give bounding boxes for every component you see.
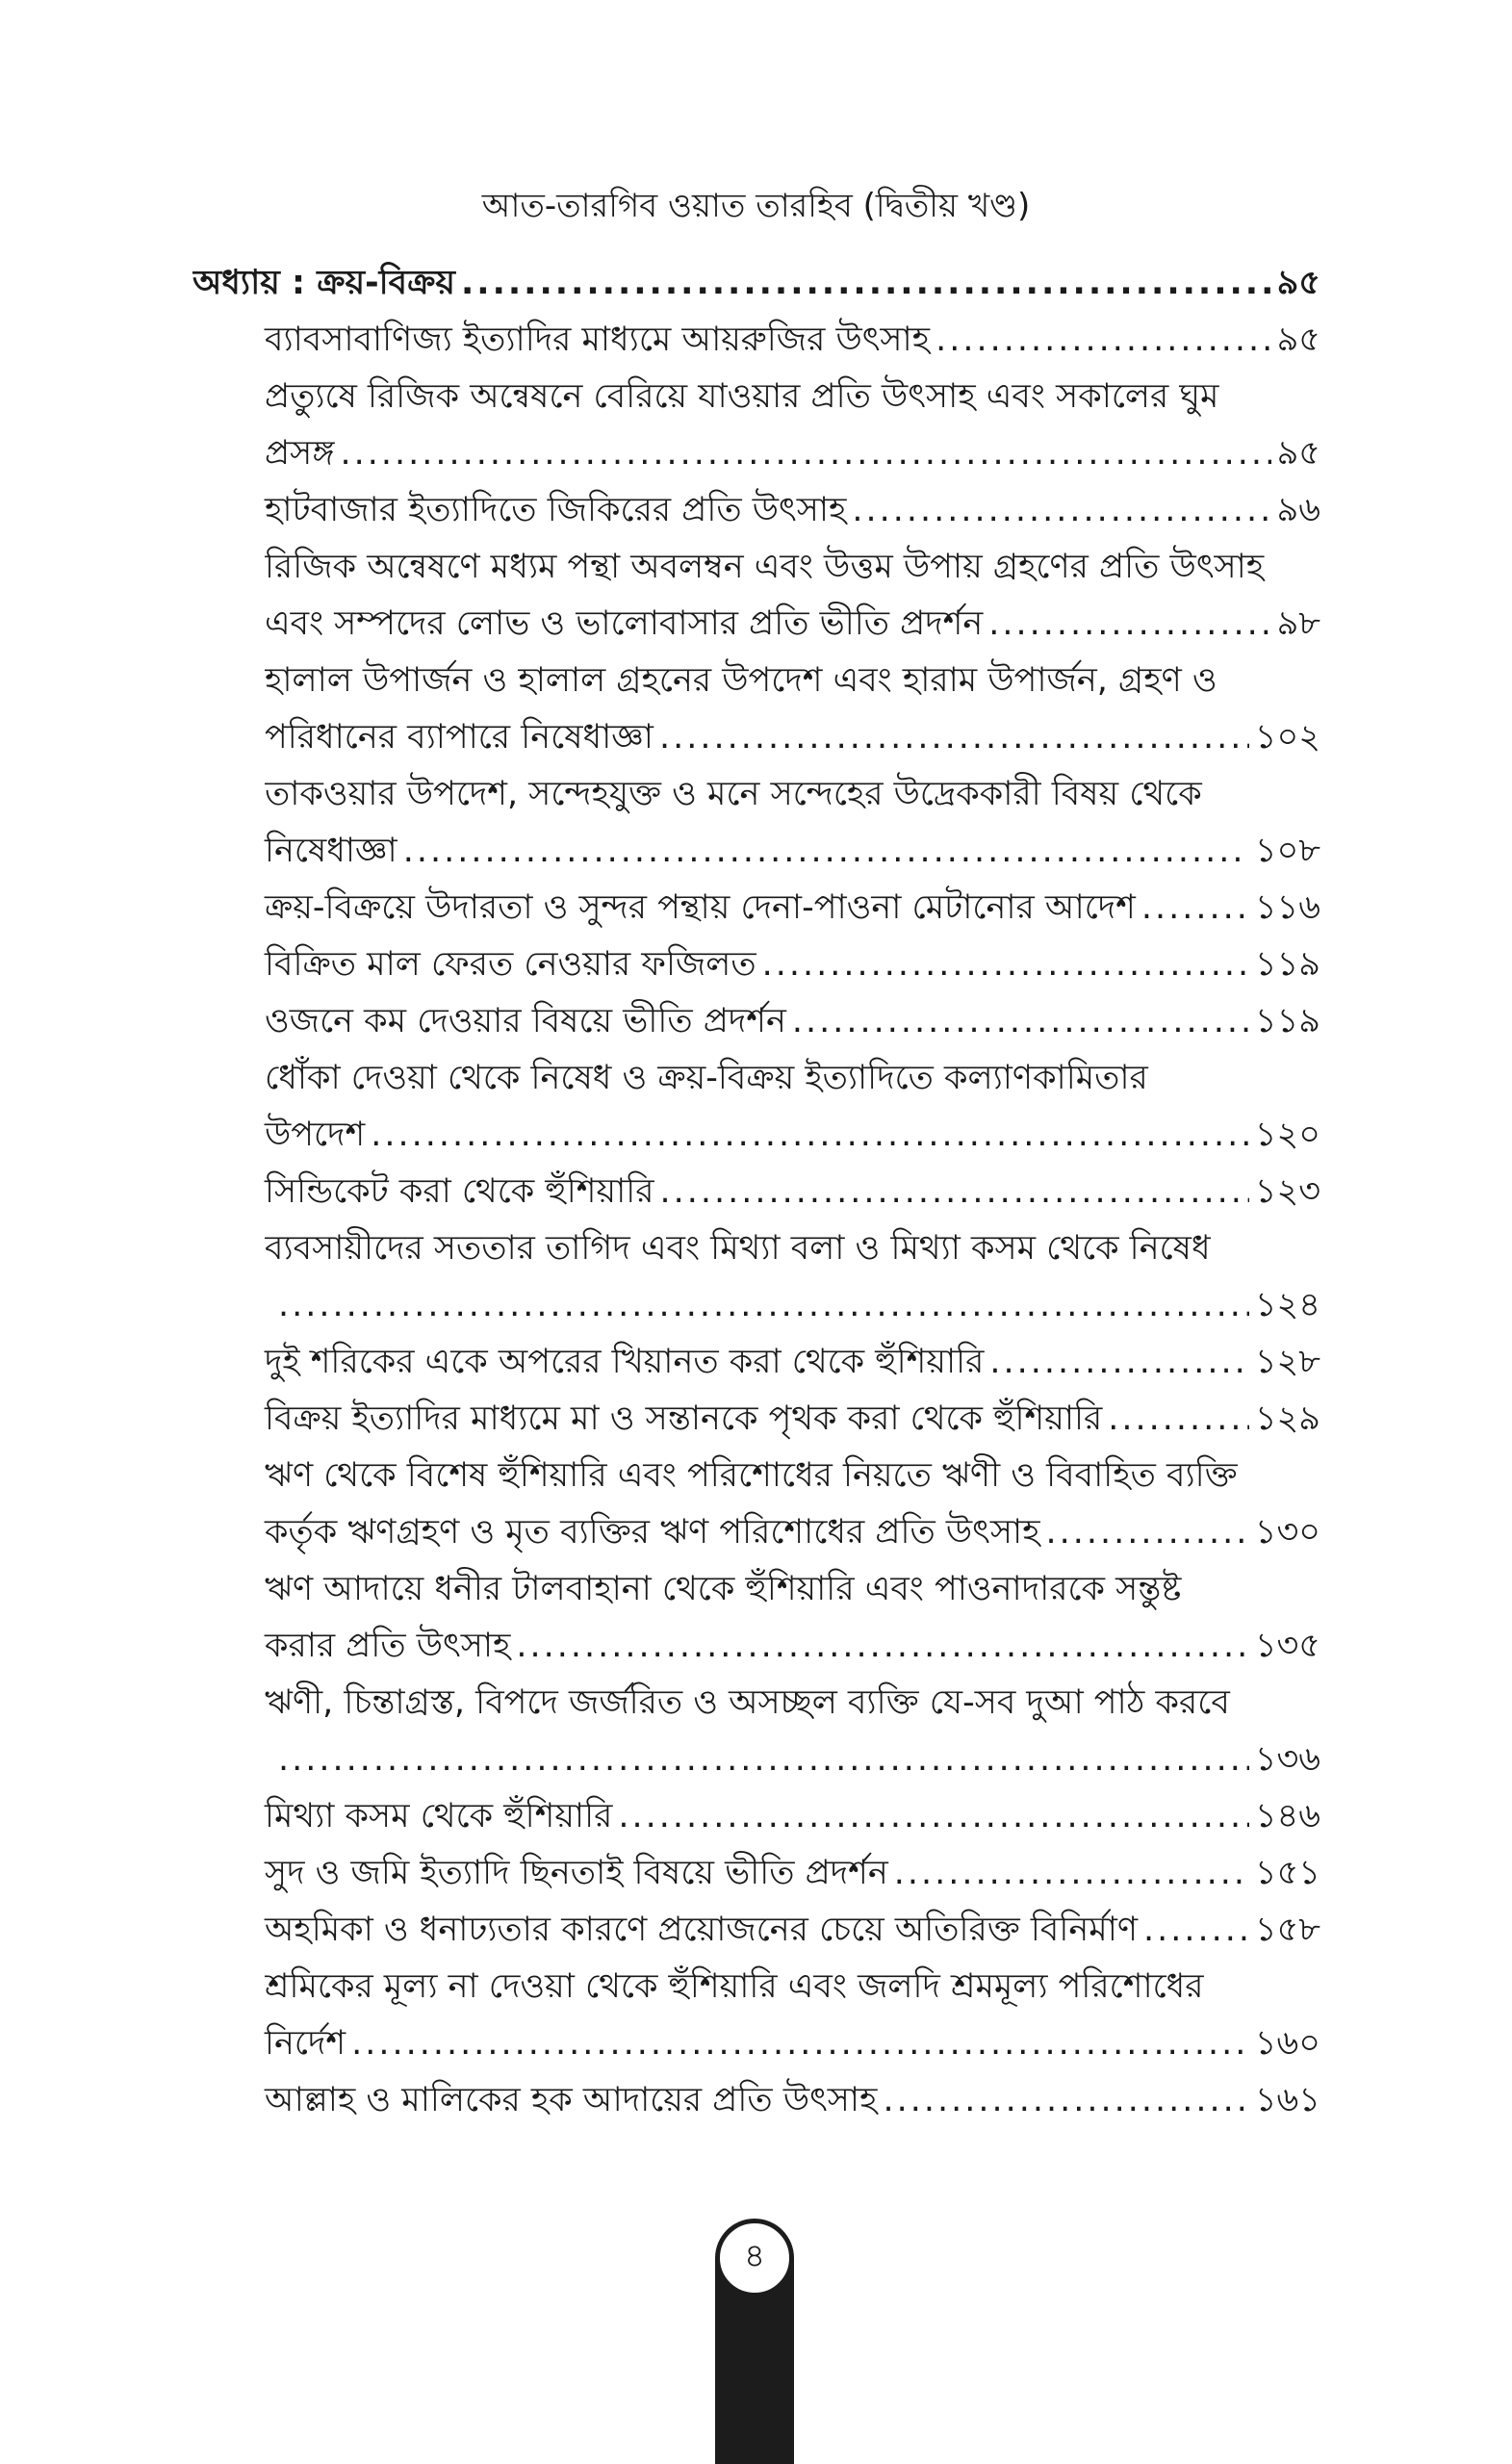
toc-entry <box>192 2015 1320 2072</box>
toc-entry-title: এবং সম্পদের লোভ ও ভালোবাসার প্রতি ভীতি প্রদর্শন <box>265 604 984 643</box>
toc-entry-title: শ্রমিকের মূল্য না দেওয়া থেকে হুঁশিয়ারি এবং জলদি শ্রমমূল্য পরিশোধের <box>265 1967 1204 2006</box>
toc-entry-title: মিথ্যা কসম থেকে হুঁশিয়ারি <box>265 1797 613 1835</box>
dot-leader <box>1045 1504 1248 1561</box>
dot-leader <box>852 482 1270 539</box>
table-of-contents <box>192 255 1320 2129</box>
toc-entry <box>192 1504 1320 1561</box>
toc-entry-continued <box>192 539 1320 596</box>
toc-entry-title: আল্লাহ ও মালিকের হক আদায়ের প্রতি উৎসাহ <box>265 2081 878 2119</box>
toc-entry-title: ঋণ থেকে বিশেষ হুঁশিয়ারি এবং পরিশোধের নিয়তে ঋণী ও বিবাহিত ব্যক্তি <box>265 1456 1238 1495</box>
dot-leader <box>659 709 1249 766</box>
toc-entry-page: ১৬০ <box>1254 2024 1320 2063</box>
toc-entry <box>192 880 1320 937</box>
dot-leader <box>351 2015 1249 2072</box>
toc-entry <box>192 1902 1320 1959</box>
toc-entry-title: ব্যাবসাবাণিজ্য ইত্যাদির মাধ্যমে আয়রুজির উৎসাহ <box>265 321 931 359</box>
toc-entry-continued <box>192 1220 1320 1277</box>
toc-entry <box>192 1618 1320 1675</box>
toc-entry <box>192 823 1320 880</box>
toc-entry-page: ৯৫ <box>1276 321 1320 359</box>
dot-leader <box>278 1277 1249 1334</box>
toc-entry <box>192 1277 1320 1334</box>
toc-entry-page: ১২৮ <box>1254 1343 1320 1381</box>
running-header: আত-তারগিব ওয়াত তারহিব (দ্বিতীয় খণ্ড) <box>481 187 1031 225</box>
dot-leader <box>1143 1902 1249 1959</box>
toc-entry-title: তাকওয়ার উপদেশ, সন্দেহযুক্ত ও মনে সন্দেহের উদ্রেককারী বিষয় থেকে <box>265 775 1202 813</box>
toc-entry <box>192 1732 1320 1788</box>
toc-entry-page: ১৫১ <box>1254 1854 1320 1892</box>
toc-entry-title: নিষেধাজ্ঞা <box>265 832 397 870</box>
toc-entry-page: ১২৯ <box>1254 1399 1320 1438</box>
toc-chapter-heading <box>192 255 1320 312</box>
dot-leader <box>403 823 1249 880</box>
dot-leader <box>516 1618 1248 1675</box>
toc-entry-title: হাটবাজার ইত্যাদিতে জিকিরের প্রতি উৎসাহ <box>265 491 847 529</box>
toc-entry-title: প্রসঙ্গ <box>265 434 335 473</box>
chapter-title: অধ্যায় : ক্রয়-বিক্রয় <box>192 264 455 302</box>
dot-leader <box>792 993 1249 1050</box>
toc-entry-title: সিন্ডিকেট করা থেকে হুঁশিয়ারি <box>265 1172 654 1211</box>
toc-entry-continued <box>192 1959 1320 2015</box>
toc-entry <box>192 1334 1320 1391</box>
toc-entry-page: ১৩০ <box>1254 1513 1320 1552</box>
toc-entry-title: করার প্রতি উৎসাহ <box>265 1627 511 1665</box>
toc-entry-page: ১৫৮ <box>1254 1911 1320 1949</box>
toc-entry <box>192 1788 1320 1845</box>
toc-entry-title: ঋণ আদায়ে ধনীর টালবাহানা থেকে হুঁশিয়ারি এবং পাওনাদারকে সন্তুষ্ট <box>265 1570 1182 1608</box>
toc-entry-continued <box>192 653 1320 709</box>
toc-entry <box>192 709 1320 766</box>
dot-leader <box>618 1788 1248 1845</box>
toc-entry-page: ১১৯ <box>1254 945 1320 984</box>
toc-entry <box>192 596 1320 653</box>
toc-entry-page: ১৩৬ <box>1254 1740 1320 1779</box>
dot-leader <box>883 2072 1248 2129</box>
dot-leader <box>762 937 1249 993</box>
toc-entry-page: ১১৬ <box>1254 888 1320 927</box>
toc-entry-continued <box>192 1561 1320 1618</box>
dot-leader <box>989 1334 1248 1391</box>
toc-entry-page: ১৪৬ <box>1254 1797 1320 1835</box>
toc-entry-continued <box>192 1448 1320 1504</box>
toc-entry-title: উপদেশ <box>265 1116 366 1154</box>
toc-entry-title: দুই শরিকের একে অপরের খিয়ানত করা থেকে হুঁশিয়ারি <box>265 1343 985 1381</box>
toc-entry-page: ১৩৫ <box>1254 1627 1320 1665</box>
toc-entry-page: ৯৮ <box>1276 604 1320 643</box>
toc-entry-title: অহমিকা ও ধনাঢ্যতার কারণে প্রয়োজনের চেয়ে অতিরিক্ত বিনির্মাণ <box>265 1911 1139 1949</box>
toc-entry-continued <box>192 1675 1320 1732</box>
toc-entry <box>192 937 1320 993</box>
dot-leader <box>278 1732 1249 1788</box>
toc-entry-page: ১০৮ <box>1254 832 1320 870</box>
dot-leader <box>935 312 1270 369</box>
toc-entry-title: বিক্রিত মাল ফেরত নেওয়ার ফজিলত <box>265 945 756 984</box>
toc-entry-page: ১০২ <box>1254 718 1320 757</box>
toc-entry <box>192 1845 1320 1902</box>
toc-entry <box>192 1164 1320 1220</box>
toc-entry-title: কর্তৃক ঋণগ্রহণ ও মৃত ব্যক্তির ঋণ পরিশোধের প্রতি উৎসাহ <box>265 1513 1040 1552</box>
toc-entry-continued <box>192 1050 1320 1107</box>
toc-entry-title: ওজনে কম দেওয়ার বিষয়ে ভীতি প্রদর্শন <box>265 1002 786 1040</box>
toc-entry <box>192 312 1320 369</box>
toc-entry-page: ৯৬ <box>1276 491 1320 529</box>
dot-leader <box>340 425 1270 482</box>
toc-entry-title: হালাল উপার্জন ও হালাল গ্রহনের উপদেশ এবং হারাম উপার্জন, গ্রহণ ও <box>265 661 1217 700</box>
chapter-page-number: ৯৫ <box>1276 264 1320 302</box>
dot-leader <box>371 1107 1249 1164</box>
toc-entry-continued <box>192 369 1320 425</box>
toc-entry-page: ১৬১ <box>1254 2081 1320 2119</box>
dot-leader <box>1141 880 1249 937</box>
dot-leader <box>894 1845 1249 1902</box>
dot-leader <box>461 255 1271 312</box>
toc-entry <box>192 993 1320 1050</box>
toc-entry-title: ব্যবসায়ীদের সততার তাগিদ এবং মিথ্যা বলা ও মিথ্যা কসম থেকে নিষেধ <box>265 1229 1211 1268</box>
page-number: ৪ <box>720 2223 789 2293</box>
toc-entry <box>192 1391 1320 1448</box>
dot-leader <box>660 1164 1249 1220</box>
dot-leader <box>988 596 1270 653</box>
toc-entry-title: নির্দেশ <box>265 2024 346 2063</box>
toc-entry-title: রিজিক অন্বেষণে মধ্যম পন্থা অবলম্বন এবং উত্তম উপায় গ্রহণের প্রতি উৎসাহ <box>265 548 1265 586</box>
toc-entry-title: প্রত্যুষে রিজিক অন্বেষনে বেরিয়ে যাওয়ার প্রতি উৎসাহ এবং সকালের ঘুম <box>265 377 1219 416</box>
toc-entry-title: ক্রয়-বিক্রয়ে উদারতা ও সুন্দর পন্থায় দেনা-পাওনা মেটানোর আদেশ <box>265 888 1136 927</box>
toc-entry-page: ১১৯ <box>1254 1002 1320 1040</box>
toc-entry <box>192 2072 1320 2129</box>
toc-entry-title: বিক্রয় ইত্যাদির মাধ্যমে মা ও সন্তানকে পৃথক করা থেকে হুঁশিয়ারি <box>265 1399 1103 1438</box>
toc-entry <box>192 425 1320 482</box>
toc-entry-title: সুদ ও জমি ইত্যাদি ছিনতাই বিষয়ে ভীতি প্রদর্শন <box>265 1854 888 1892</box>
toc-entry-page: ১২৪ <box>1254 1286 1320 1324</box>
toc-entry-title: ঋণী, চিন্তাগ্রস্ত, বিপদে জর্জরিত ও অসচ্ছল ব্যক্তি যে-সব দুআ পাঠ করবে <box>265 1683 1230 1722</box>
toc-entry-title: পরিধানের ব্যাপারে নিষেধাজ্ঞা <box>265 718 653 757</box>
toc-entry-page: ৯৫ <box>1276 434 1320 473</box>
toc-entry-title: ধোঁকা দেওয়া থেকে নিষেধ ও ক্রয়-বিক্রয় ইত্যাদিতে কল্যাণকামিতার <box>265 1059 1148 1097</box>
toc-entry-continued <box>192 766 1320 823</box>
toc-entry <box>192 1107 1320 1164</box>
toc-entry-page: ১২৩ <box>1254 1172 1320 1211</box>
toc-entry <box>192 482 1320 539</box>
toc-entry-page: ১২০ <box>1254 1116 1320 1154</box>
dot-leader <box>1108 1391 1249 1448</box>
